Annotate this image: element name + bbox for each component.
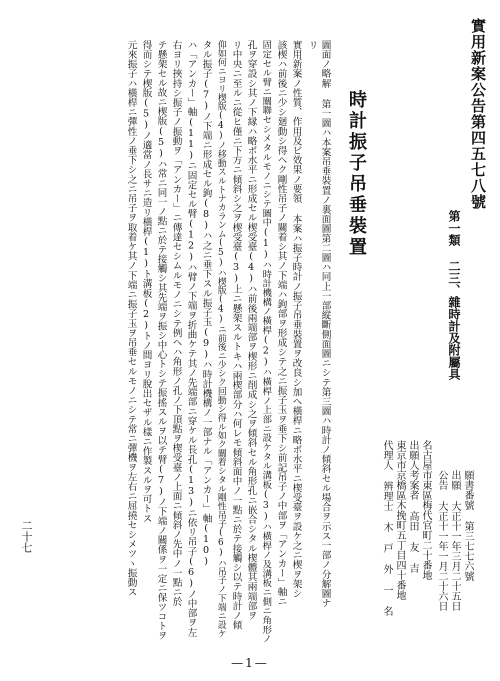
body-column: 仰如何ニヨリ楔版(4)ノ移動スルトナカランム(5)ハ楔版(4)ニ前後ニ少シク回動シ得ル如ク關着シタル剛性吊子(6)ハ吊子ノ下端ニ設ケ bbox=[215, 40, 226, 638]
gazette-title: 實用新案公告第四五七八號 bbox=[469, 18, 487, 210]
body-column: 該楔ハ前後ニ少シ廻動シ得ヘク剛性吊子ノ關着シ其ノ下端ハ鉤部ヲ形成シテ之ニ振子玉ヲ垂下シ前記吊子ノ中部ヲ「アンカー」軸ニ bbox=[275, 40, 287, 607]
body-column: テ懸架セル故ニ楔版(5)ハ常ニ同一ノ點ニ於テ接觸シ其先端ヲ振シ中心トシテ振搖スルヲ以テ臂(7)ノ下端ノ關係ヲ一定ニ保ツコトヲ bbox=[155, 40, 167, 641]
body-column: 孔ヲ穿設シ其ノ下縁ハ略ボ水平ニ形成セル楔受臺(4)ハ前後兩端部ヲ楔形ニ削成シ之ヲ傾斜セル角形孔ニ嵌合シタル楔體其兩端部ヲ bbox=[245, 40, 257, 621]
body-column: 右ヨリ挾持シ振子ノ振動ヲ「アンカー」ニ傳達セシムルモノニシテ例ヘハ角形ノ孔ノ下頂點ヲ楔受臺ノ上面ニ傾斜ノ先中ノ一點ニ於 bbox=[170, 40, 182, 607]
body-column: ハ「アンカー」軸(11)ニ固定セル臂(12)ハ臂ノ下端ヲ折曲ケテ其ノ先端部ニ穿ケル長孔(13)ニ依リ吊子(6)ノ中部ヲ左 bbox=[185, 40, 197, 637]
body-column: タル振子(7)ノ下端ニ形成セル鉤(8)ハ之ニ垂下スル振子玉(9)ハ時計機構ノ一部ナル「アンカー」軸(10) bbox=[200, 40, 212, 567]
applicant-name: 出願人考案者 高田 友 吉 bbox=[407, 440, 418, 573]
body-column: 固定セル臂ニ關聯セシメタルモノニシテ圖中(1)ハ時計機構ノ橫桿(2)ハ橫桿ノ上部ニ設ケタル溝板(3)ハ橫桿ノ及溝板ニ側ニ角形ノ bbox=[260, 40, 272, 644]
application-number: 願書番號 第三七七六號 bbox=[462, 470, 473, 581]
body-column: リ bbox=[306, 40, 318, 50]
body-column: 元來振子ハ橫桿ニ彈性ノ垂下シ之ニ吊子ヲ取着ケ其ノ下端ニ振子玉ヲ吊垂セルモノニシテ常ニ彈機ヲ左右ニ屈撓セシメツヽ振動ス bbox=[125, 40, 137, 597]
side-page-number: 二十七 bbox=[20, 520, 33, 553]
agent-name: 代理人 辨理士 木 戸 外 一 名 bbox=[381, 440, 392, 616]
applicant-address: 名古屋市東區梅代官町二十番地 bbox=[420, 440, 431, 580]
body-column: 得而シテ楔版(5)ノ適當ノ長サニ造リ橫桿(1)ト溝板(2)トノ間ヨリ脫出セザル樣ニ作製スルヲ可トス bbox=[140, 40, 152, 523]
article-title: 時計振子吊垂裝置 bbox=[346, 90, 367, 258]
body-column: リ中央ニ至ルニ從ヒ僅ニ下方ニ傾斜シ之ヲ楔受臺(3)上ニ懸架スルトキハ兩楔部分ハ何レモ傾斜面中ノ一點ニ於テ接觸シ以テ時計ノ傾 bbox=[230, 40, 242, 630]
application-date: 出願 大正十一年三月二十五日 bbox=[449, 470, 460, 611]
classification: 第一類 二三、雜時計及附屬具 bbox=[447, 210, 461, 380]
body-column: 實用新案ノ性質、作用及ビ效果ノ要領 本案ハ振子時計ノ振子吊垂裝置ヲ改良シ加ヘ橫桿ニ略ボ水平ニ楔受臺ヲ設ケ之ニ楔ヲ架シ bbox=[290, 40, 302, 599]
body-column: 圖面ノ略解 第一圖ハ本案吊垂裝置ノ裏面圖第二圖ハ同上一部縦斷側面圖ニシテ第三圖ハ時計ノ傾斜セル場合ヲ示ス一部ノ分解圖ナ bbox=[319, 40, 331, 608]
agent-address: 東京市京橋區木挽町五丁目四十番地 bbox=[394, 440, 405, 600]
footer-page-number: —1— bbox=[231, 656, 269, 670]
publication-date: 公告 大正十一年一月二十六日 bbox=[436, 470, 447, 611]
